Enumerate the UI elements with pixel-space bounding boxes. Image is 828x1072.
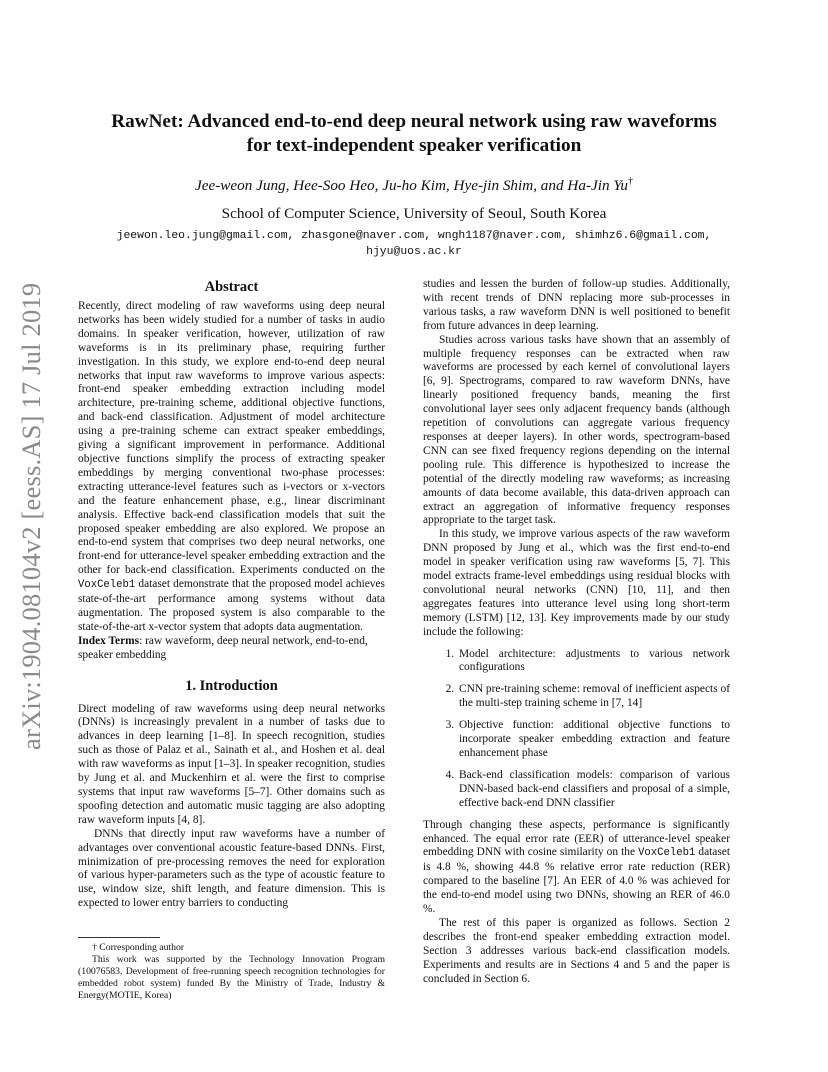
intro-paragraph-3: studies and lessen the burden of follow-up studies. Additionally, with recent trends of DNN replacing more sub-processes in various tasks, a raw waveform DNN is well positioned to benefit from future advances in deep learning.	[423, 278, 730, 332]
email-line-2: hjyu@uos.ac.kr	[366, 246, 462, 258]
footnotes	[78, 942, 385, 1002]
intro-paragraph-6	[423, 819, 730, 917]
footnote-corresponding: † Corresponding author	[92, 942, 185, 953]
abstract-heading: Abstract	[204, 279, 259, 295]
abstract-text	[78, 300, 385, 635]
intro-paragraph-7: The rest of this paper is organized as follows. Section 2 describes the front-end speaker embedding extraction model. Section 3 addresses various back-end classification models. Experiments and results are in Sections 4 and 5 and the paper is concluded in Section 6.	[423, 916, 730, 985]
paper-title	[80, 110, 748, 158]
title-line-1: RawNet: Advanced end-to-end deep neural network using raw waveforms	[111, 111, 717, 132]
arxiv-identifier: arXiv:1904.08104v2 [eess.AS] 17 Jul 2019	[16, 282, 46, 750]
title-line-2: for text-independent speaker verification	[246, 135, 582, 156]
introduction-heading: 1. Introduction	[185, 677, 278, 694]
list-item: 4. Back-end classification models: comparison of various DNN-based back-end classifiers and proposal of a simple, effective back-end DNN classifier	[457, 769, 730, 811]
abstract-text-before: Recently, direct modeling of raw waveforms using deep neural networks has been widely studied for a number of tasks in audio domains. In speaker verification, however, utilization of raw waveforms is in its preliminary phase, requiring further investigation. In this study, we explore end-to-end deep neural networks that input raw waveforms to improve various aspects: front-end speaker embedding extraction including model architecture, pre-training scheme, additional objective functions, and back-end classification. Adjustment of model architecture using a pre-training scheme can extract speaker embeddings, giving a significant improvement in performance. Additional objective functions simplify the process of extracting speaker embeddings by merging conventional two-phase processes: extracting utterance-level features such as i-vectors or x-vectors and the feature enhancement phase, e.g., linear discriminant analysis. Effective back-end classification models that suit the proposed speaker embedding are also explored. We propose an end-to-end system that comprises two deep neural networks, one front-end for utterance-level speaker embedding extraction and the other for back-end classification. Experiments conducted on the	[78, 300, 385, 577]
author-dagger: †	[628, 176, 634, 187]
list-item: 3. Objective function: additional objective functions to incorporate speaker embedding extraction and feature enhancement phase	[457, 719, 730, 761]
left-column	[78, 278, 385, 911]
intro-paragraph-5: In this study, we improve various aspects of the raw waveform DNN proposed by Jung et al., which was the first end-to-end model in speaker verification using raw waveforms [5, 7]. This model extracts frame-level embeddings using residual blocks with convolutional neural networks (CNN) [10, 11], and then aggregates features into utterance level using long short-term memory (LSTM) [12, 13]. Key improvements made by our study include the following:	[423, 528, 730, 638]
footnote-rule	[78, 937, 160, 938]
p6-text-before: Through changing these aspects, performance is significantly enhanced. The equal error rate (EER) of utterance-level speaker embedding DNN with cosine similarity on the	[423, 818, 730, 859]
index-terms-label: Index Terms	[78, 634, 140, 647]
intro-paragraph-1: Direct modeling of raw waveforms using deep neural networks (DNNs) is increasingly prevalent in a number of tasks due to advances in deep learning [1–8]. In speech recognition, studies such as those of Palaz et al., Sainath et al., and Hoshen et al. deal with raw waveforms as input [1–3]. In speaker recognition, studies by Jung et al. and Muckenhirn et al. were the first to comprise systems that input raw waveforms [5–7]. Other domains such as spoofing detection and automatic music tagging are also adopting raw waveform inputs [4, 8].	[78, 702, 385, 826]
abstract-dataset-name: VoxCeleb1	[78, 579, 136, 592]
list-item: 1. Model architecture: adjustments to various network configurations	[457, 648, 730, 676]
index-terms-text: : raw waveform, deep neural network, end-to-end, speaker embedding	[78, 634, 368, 661]
email-line-1: jeewon.leo.jung@gmail.com, zhasgone@naver.com, wngh1187@naver.com, shimhz6.6@gmail.com,	[116, 230, 712, 242]
intro-paragraph-2: DNNs that directly input raw waveforms have a number of advantages over conventional acoustic feature-based DNNs. First, minimization of pre-processing removes the need for exploration of various hyper-parameters such as the type of acoustic feature to use, window size, shift length, and feature dimension. This is expected to lower entry barriers to conducting	[78, 827, 385, 910]
intro-paragraph-4: Studies across various tasks have shown that an assembly of multiple frequency responses can be extracted when raw waveforms are processed by each kernel of convolutional layers [6, 9]. Spectrograms, compared to raw waveform DNNs, have linearly positioned frequency bands, meaning the first convolutional layer sees only adjacent frequency bands (although repetition of convolutions can aggregate various frequency responses at deeper layers). In other words, spectrogram-based CNN can see fixed frequency regions depending on the internal pooling rule. This difference is hypothesized to increase the potential of the directly modeling raw waveforms; as increasing amounts of data become available, this data-driven approach can extract an aggregation of informative frequency responses appropriate to the target task.	[423, 333, 730, 527]
email-list	[70, 228, 758, 260]
p6-dataset-name: VoxCeleb1	[638, 847, 696, 860]
index-terms	[78, 635, 385, 663]
improvements-list	[423, 648, 730, 811]
list-item: 2. CNN pre-training scheme: removal of inefficient aspects of the multi-step training scheme in [7, 14]	[457, 683, 730, 711]
p6-text-after: dataset is 4.8 %, showing 44.8 % relative error rate reduction (RER) compared to the baseline [7]. An EER of 4.0 % was achieved for the end-to-end model using two DNNs, showing an RER of 46.0 %.	[423, 846, 730, 916]
right-column	[423, 278, 730, 987]
abstract-text-after: dataset demonstrate that the proposed model achieves state-of-the-art performance among systems without data augmentation. The proposed system is also comparable to the state-of-the-art x-vector system that adopts data augmentation.	[78, 578, 385, 633]
author-list	[80, 172, 748, 196]
footnote-funding: This work was supported by the Technology Innovation Program (10076583, Development of free-running speech recognition technologies for embedded robot system) funded By the Ministry of Trade, Industry & Energy(MOTIE, Korea)	[78, 954, 385, 1001]
authors-text: Jee-weon Jung, Hee-Soo Heo, Ju-ho Kim, Hye-jin Shim, and Ha-Jin Yu	[194, 177, 629, 195]
affiliation: School of Computer Science, University of Seoul, South Korea	[221, 205, 607, 222]
